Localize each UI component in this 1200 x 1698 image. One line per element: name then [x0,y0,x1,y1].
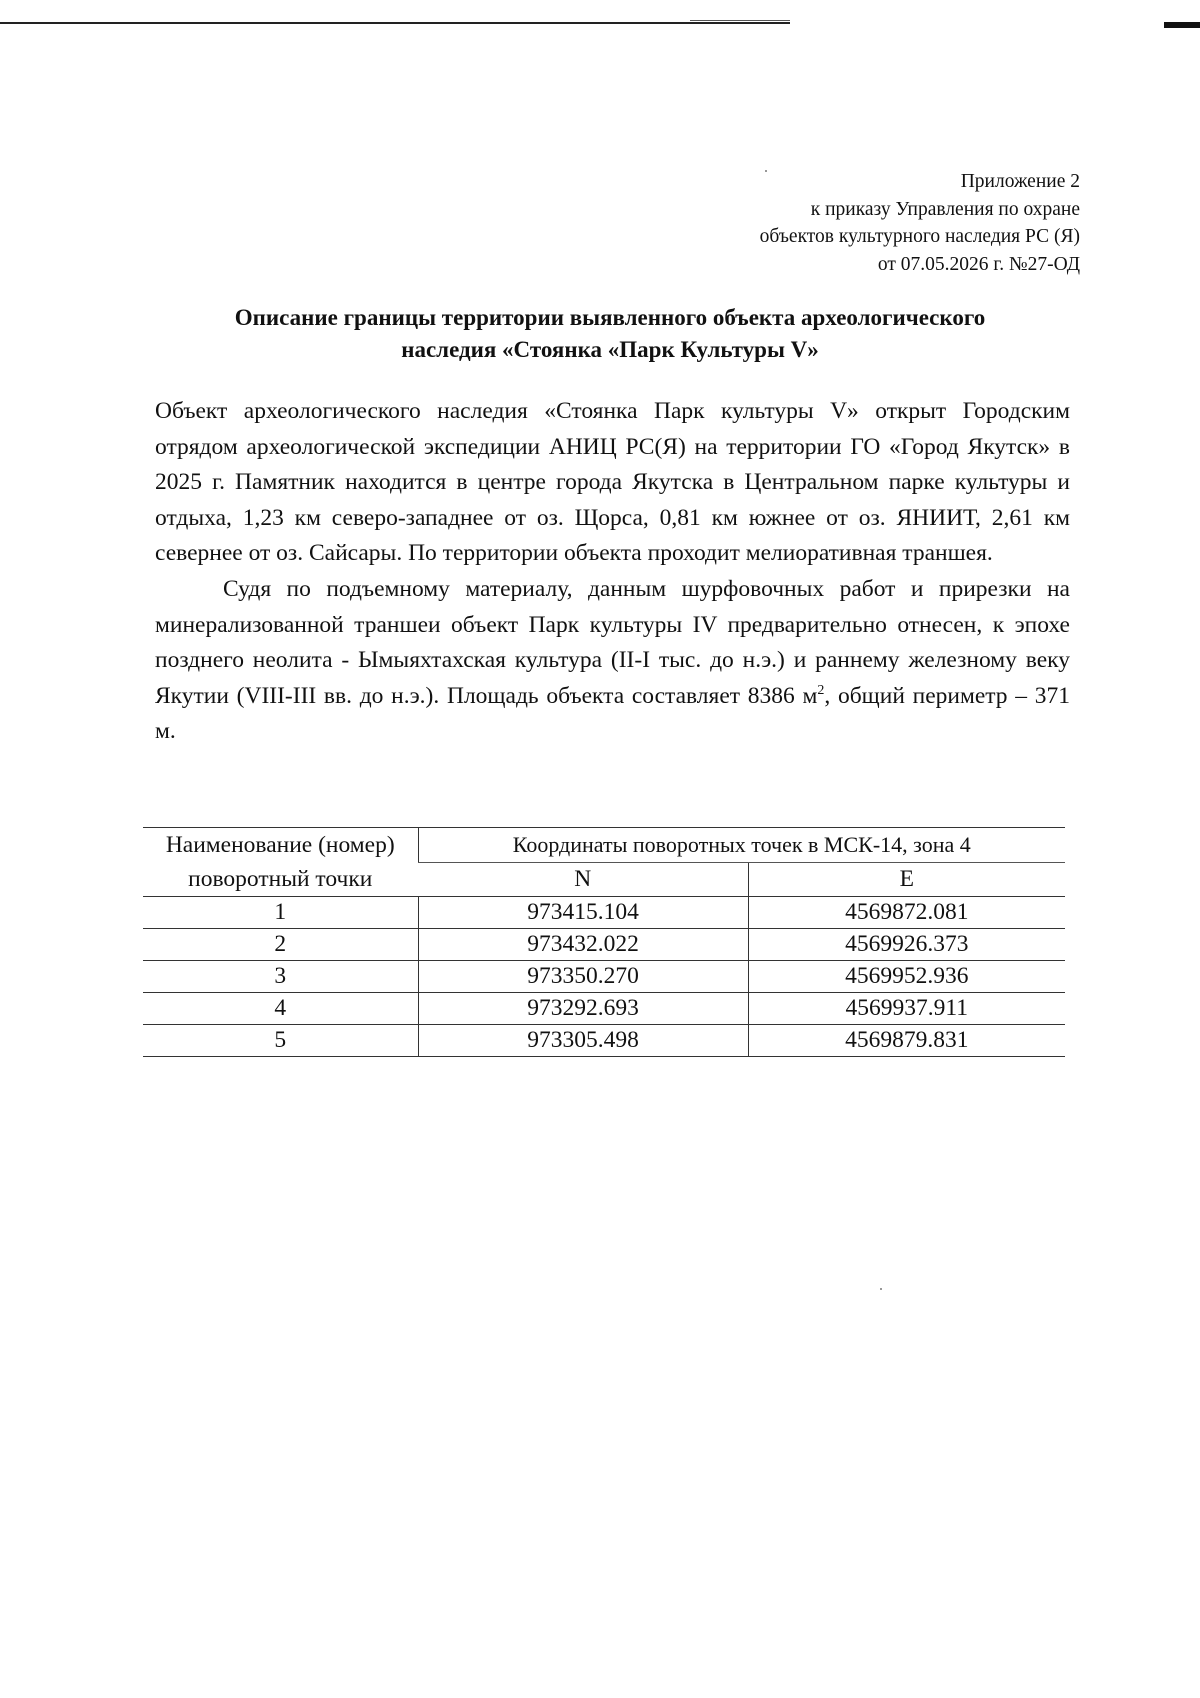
point-number: 3 [143,961,418,993]
coordinate-n: 973292.693 [418,993,748,1025]
point-number: 4 [143,993,418,1025]
appendix-date-line: от 07.05.2026 г. №27-ОД [877,253,1080,275]
coordinates-table [143,827,1065,1057]
coordinate-n: 973432.022 [418,929,748,961]
area-unit-superscript: 2 [817,682,825,698]
coordinate-n: 973415.104 [418,897,748,929]
table-row [143,961,1065,993]
header-e: E [748,862,1065,897]
table-row [143,993,1065,1025]
point-number: 2 [143,929,418,961]
table-row [143,897,1065,929]
title-line-2: наследия «Стоянка «Парк Культуры V» [401,337,819,362]
header-point-name [143,828,418,897]
coordinate-e: 4569879.831 [748,1025,1065,1057]
dating-text: Судя по подъемному материалу, данным шурфовочных работ и прирезки на минерализованной траншеи объект Парк культуры IV предварительно отнесен, к эпохе позднего неолита - Ымыяхтахская культура (II-I тыс. до н.э.) и раннему железному веку Якутии (VIII-III вв. до н.э.). [155,575,1070,709]
paragraph-dating [155,572,1070,750]
table-row [143,1025,1065,1057]
scan-corner-mark [1164,22,1200,28]
appendix-reference [760,168,1080,278]
document-title [140,302,1080,366]
appendix-number: Приложение 2 [960,171,1080,192]
document-body [155,394,1070,750]
header-point-name-line-2: поворотный точки [188,866,373,892]
coordinate-n: 973350.270 [418,961,748,993]
coordinate-n: 973305.498 [418,1025,748,1057]
coordinate-e: 4569926.373 [748,929,1065,961]
paragraph-discovery: Объект археологического наследия «Стоянка Парк культуры V» открыт Городским отрядом археологической экспедиции АНИЦ РС(Я) на территории ГО «Город Якутск» в 2025 г. Памятник находится в центре города Якутска в Центральном парке культуры и отдыха, 1,23 км северо-западнее от оз. Щорса, 0,81 км южнее от оз. ЯНИИТ, 2,61 км севернее от оз. Сайсары. По территории объекта проходит мелиоративная траншея. [155,398,1070,567]
table-row [143,929,1065,961]
point-number: 5 [143,1025,418,1057]
coordinate-e: 4569872.081 [748,897,1065,929]
coordinate-e: 4569952.936 [748,961,1065,993]
header-coordinates: Координаты поворотных точек в МСК-14, зона 4 [418,828,1065,863]
scan-speck [880,1288,882,1290]
header-n: N [418,862,748,897]
table-header-row [143,828,1065,863]
title-line-1: Описание границы территории выявленного объекта археологического [234,305,986,330]
point-number: 1 [143,897,418,929]
scan-edge-dash [690,20,790,21]
coordinate-e: 4569937.911 [748,993,1065,1025]
appendix-order-line: к приказу Управления по охране [810,198,1080,220]
area-text: Площадь объекта составляет 8386 м [446,682,818,709]
header-point-name-line-1: Наименование (номер) [165,832,395,858]
appendix-authority-line: объектов культурного наследия РС (Я) [759,226,1080,247]
perimeter-text: , общий периметр – 371 м. [155,682,1070,745]
scan-edge-line [0,22,790,24]
